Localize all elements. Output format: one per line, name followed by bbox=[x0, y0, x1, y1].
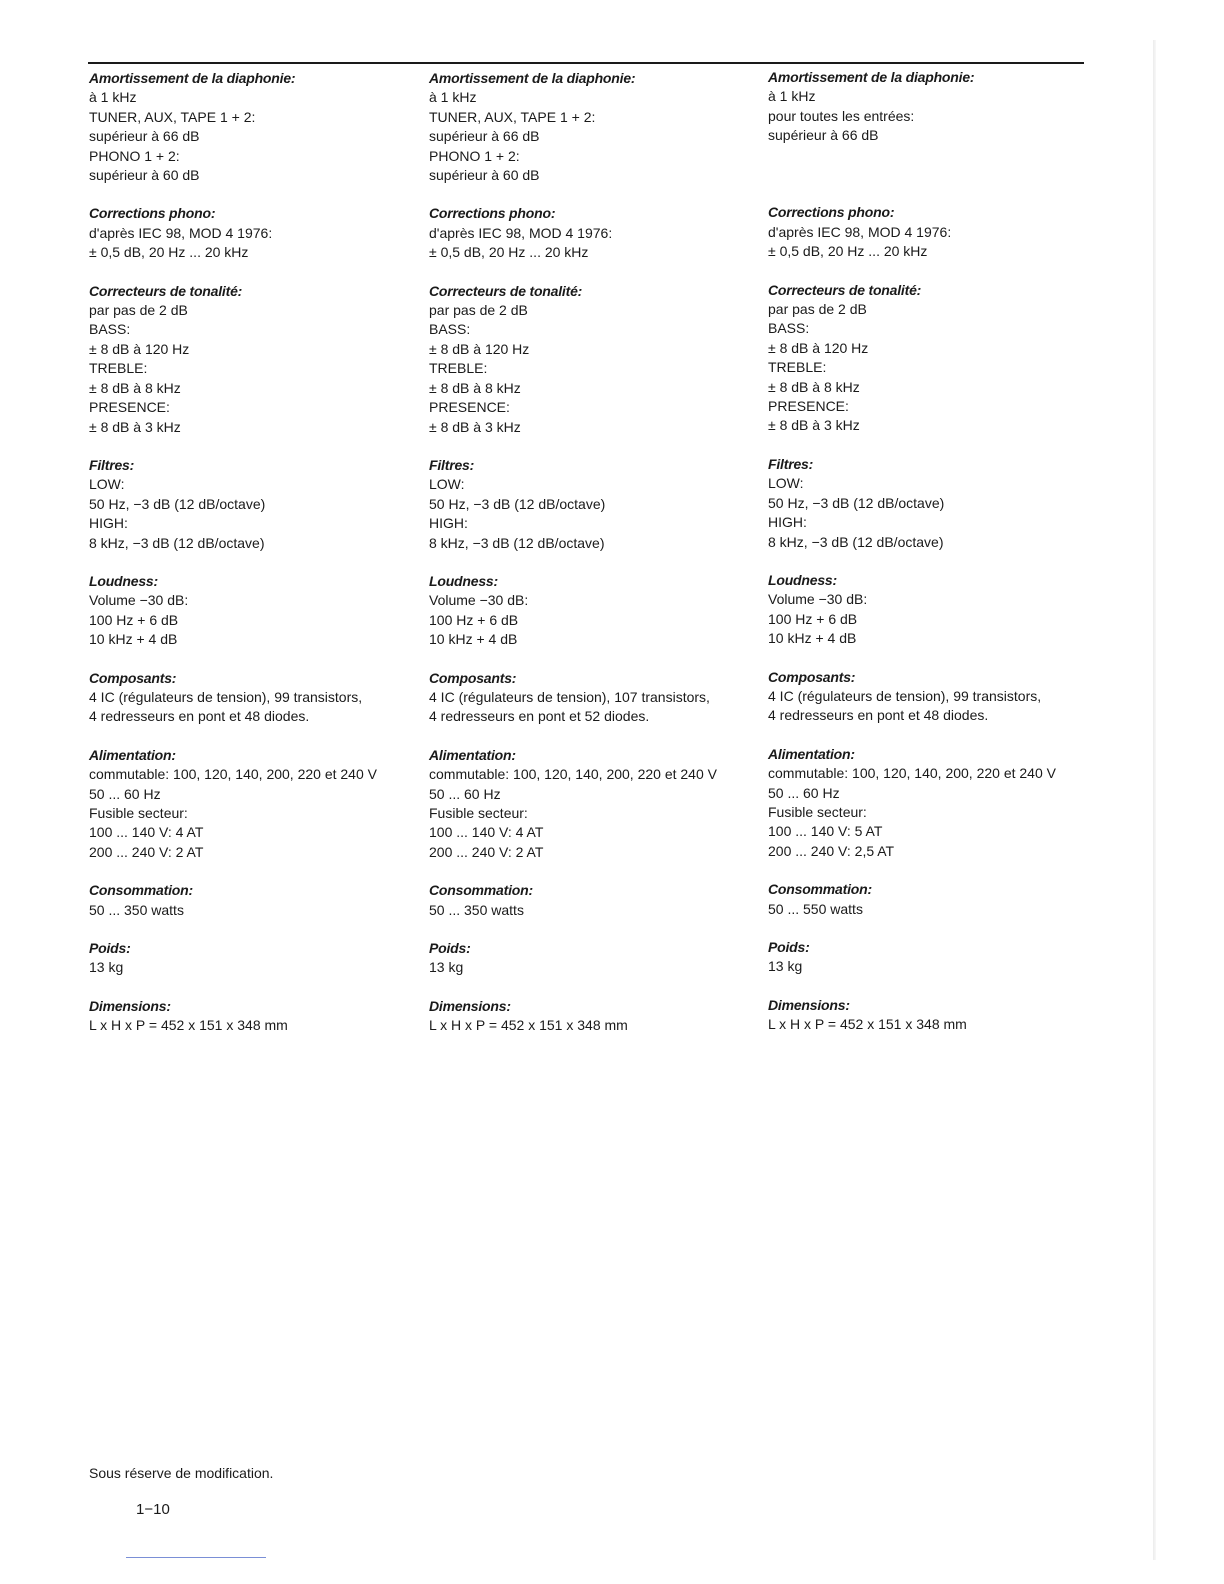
spec-heading: Loudness: bbox=[768, 571, 837, 588]
spec-line: TUNER, AUX, TAPE 1 + 2: bbox=[429, 108, 596, 125]
spec-line: 4 IC (régulateurs de tension), 107 transistors, bbox=[429, 688, 710, 705]
spec-line: ± 0,5 dB, 20 Hz ... 20 kHz bbox=[429, 244, 589, 261]
spec-line: HIGH: bbox=[768, 514, 807, 531]
spec-heading: Correcteurs de tonalité: bbox=[429, 282, 583, 299]
spec-line: 50 ... 350 watts bbox=[429, 901, 524, 918]
spec-line: 50 Hz, −3 dB (12 dB/octave) bbox=[89, 495, 266, 512]
spec-section bbox=[768, 281, 1088, 436]
spec-heading: Corrections phono: bbox=[429, 205, 556, 222]
spec-section bbox=[768, 571, 1088, 649]
spec-section bbox=[429, 746, 749, 862]
spec-line: ± 8 dB à 120 Hz bbox=[89, 340, 190, 357]
spec-line: HIGH: bbox=[89, 515, 128, 532]
spec-line: 200 ... 240 V: 2 AT bbox=[429, 843, 544, 860]
spec-heading: Alimentation: bbox=[89, 746, 176, 763]
spec-heading: Dimensions: bbox=[768, 996, 850, 1013]
spec-heading: Composants: bbox=[768, 668, 856, 685]
spec-line: par pas de 2 dB bbox=[89, 302, 188, 319]
spec-line: TUNER, AUX, TAPE 1 + 2: bbox=[89, 108, 256, 125]
top-rule bbox=[88, 62, 1084, 64]
spec-heading: Correcteurs de tonalité: bbox=[768, 281, 922, 298]
spec-line: HIGH: bbox=[429, 515, 468, 532]
spec-line: Volume −30 dB: bbox=[89, 592, 189, 609]
spec-heading: Amortissement de la diaphonie: bbox=[89, 70, 296, 86]
spec-line: Volume −30 dB: bbox=[429, 592, 529, 609]
spec-line: PRESENCE: bbox=[768, 398, 849, 415]
spec-line: 50 Hz, −3 dB (12 dB/octave) bbox=[429, 495, 606, 512]
spec-line: 50 ... 60 Hz bbox=[429, 785, 501, 802]
spec-line: ± 0,5 dB, 20 Hz ... 20 kHz bbox=[768, 243, 928, 260]
spec-line: Fusible secteur: bbox=[89, 805, 188, 821]
spec-line: 10 kHz + 4 dB bbox=[768, 630, 857, 647]
bottom-divider bbox=[126, 1557, 266, 1558]
spec-line: ± 8 dB à 3 kHz bbox=[768, 417, 860, 434]
spec-heading: Amortissement de la diaphonie: bbox=[429, 70, 636, 86]
spec-line: par pas de 2 dB bbox=[429, 302, 528, 319]
spec-heading: Corrections phono: bbox=[768, 204, 895, 221]
spec-line: 100 ... 140 V: 4 AT bbox=[429, 824, 544, 841]
spec-section bbox=[89, 572, 409, 650]
spec-line: LOW: bbox=[89, 476, 125, 493]
spec-line: ± 0,5 dB, 20 Hz ... 20 kHz bbox=[89, 244, 249, 261]
spec-line: BASS: bbox=[768, 320, 810, 337]
spec-line: ± 8 dB à 120 Hz bbox=[429, 340, 530, 357]
spec-line: 100 Hz + 6 dB bbox=[429, 611, 519, 628]
spec-section bbox=[768, 880, 1088, 919]
spec-line: BASS: bbox=[429, 321, 471, 338]
blank-line bbox=[768, 146, 1088, 165]
spec-column-1 bbox=[89, 69, 409, 1055]
spec-line: à 1 kHz bbox=[429, 89, 477, 106]
spec-line: 100 Hz + 6 dB bbox=[768, 610, 858, 627]
spec-line: 4 IC (régulateurs de tension), 99 transistors, bbox=[89, 688, 363, 705]
spec-line: 8 kHz, −3 dB (12 dB/octave) bbox=[768, 533, 944, 550]
spec-heading: Consommation: bbox=[768, 881, 872, 898]
spec-line: PRESENCE: bbox=[89, 399, 170, 416]
spec-line: supérieur à 60 dB bbox=[89, 167, 200, 184]
spec-section bbox=[768, 668, 1088, 726]
spec-section bbox=[429, 997, 749, 1036]
spec-heading: Dimensions: bbox=[429, 997, 511, 1014]
spec-heading: Poids: bbox=[89, 940, 131, 957]
spec-line: 13 kg bbox=[429, 959, 464, 976]
spec-heading: Corrections phono: bbox=[89, 205, 216, 222]
spec-line: 50 ... 550 watts bbox=[768, 900, 863, 917]
spec-heading: Amortissement de la diaphonie: bbox=[768, 69, 975, 85]
spec-line: 100 Hz + 6 dB bbox=[89, 611, 179, 628]
spec-section bbox=[768, 455, 1088, 552]
spec-section bbox=[89, 669, 409, 727]
spec-line: supérieur à 66 dB bbox=[429, 128, 540, 145]
spec-line: 4 redresseurs en pont et 52 diodes. bbox=[429, 708, 650, 725]
spec-section bbox=[429, 69, 749, 185]
spec-line: à 1 kHz bbox=[89, 89, 137, 106]
spec-heading: Composants: bbox=[429, 669, 517, 686]
spec-heading: Alimentation: bbox=[429, 746, 516, 763]
footer-note: Sous réserve de modification. bbox=[89, 1465, 274, 1481]
spec-column-3 bbox=[768, 68, 1088, 1054]
spec-line: L x H x P = 452 x 151 x 348 mm bbox=[429, 1017, 628, 1034]
spec-line: 13 kg bbox=[768, 958, 803, 975]
spec-section bbox=[768, 745, 1088, 861]
spec-line: 50 ... 350 watts bbox=[89, 901, 184, 918]
spec-heading: Poids: bbox=[429, 940, 471, 957]
spec-line: 4 IC (régulateurs de tension), 99 transistors, bbox=[768, 687, 1042, 704]
spec-line: 50 ... 60 Hz bbox=[89, 785, 161, 802]
spec-section bbox=[429, 572, 749, 650]
spec-line: supérieur à 66 dB bbox=[768, 127, 879, 144]
spec-line: LOW: bbox=[768, 475, 804, 492]
spec-line: commutable: 100, 120, 140, 200, 220 et 240 V bbox=[768, 765, 1056, 782]
spec-line: ± 8 dB à 3 kHz bbox=[89, 418, 181, 435]
spec-line: Fusible secteur: bbox=[429, 805, 528, 821]
spec-line: 50 Hz, −3 dB (12 dB/octave) bbox=[768, 494, 945, 511]
spec-section bbox=[89, 282, 409, 437]
spec-section bbox=[768, 938, 1088, 977]
spec-line: 8 kHz, −3 dB (12 dB/octave) bbox=[429, 534, 605, 551]
spec-heading: Loudness: bbox=[89, 572, 158, 589]
page-number: 1−10 bbox=[136, 1501, 170, 1518]
page-edge-shadow bbox=[1153, 40, 1156, 1560]
spec-heading: Consommation: bbox=[429, 882, 533, 899]
spec-line: par pas de 2 dB bbox=[768, 301, 867, 318]
spec-section bbox=[89, 881, 409, 920]
spec-line: L x H x P = 452 x 151 x 348 mm bbox=[89, 1017, 288, 1034]
spec-column-2 bbox=[429, 69, 749, 1055]
spec-line: d'après IEC 98, MOD 4 1976: bbox=[89, 224, 273, 241]
spec-line: 10 kHz + 4 dB bbox=[429, 631, 518, 648]
spec-line: supérieur à 66 dB bbox=[89, 128, 200, 145]
spec-line: ± 8 dB à 8 kHz bbox=[89, 379, 181, 396]
spec-line: 200 ... 240 V: 2,5 AT bbox=[768, 842, 895, 859]
spec-line: 200 ... 240 V: 2 AT bbox=[89, 843, 204, 860]
spec-line: d'après IEC 98, MOD 4 1976: bbox=[768, 223, 952, 240]
spec-section bbox=[768, 203, 1088, 261]
spec-section bbox=[89, 69, 409, 185]
spec-line: ± 8 dB à 120 Hz bbox=[768, 339, 869, 356]
spec-heading: Consommation: bbox=[89, 882, 193, 899]
spec-line: 50 ... 60 Hz bbox=[768, 784, 840, 801]
spec-line: PRESENCE: bbox=[429, 399, 510, 416]
spec-section bbox=[429, 282, 749, 437]
spec-line: BASS: bbox=[89, 321, 131, 338]
spec-section bbox=[89, 997, 409, 1036]
spec-line: 100 ... 140 V: 4 AT bbox=[89, 824, 204, 841]
spec-section bbox=[89, 939, 409, 978]
spec-section bbox=[429, 669, 749, 727]
spec-line: d'après IEC 98, MOD 4 1976: bbox=[429, 224, 613, 241]
spec-line: 10 kHz + 4 dB bbox=[89, 631, 178, 648]
spec-line: commutable: 100, 120, 140, 200, 220 et 240 V bbox=[89, 766, 377, 783]
spec-heading: Alimentation: bbox=[768, 745, 855, 762]
spec-heading: Dimensions: bbox=[89, 997, 171, 1014]
spec-section bbox=[768, 996, 1088, 1035]
spec-line: 8 kHz, −3 dB (12 dB/octave) bbox=[89, 534, 265, 551]
spec-heading: Filtres: bbox=[89, 456, 135, 473]
spec-line: Volume −30 dB: bbox=[768, 591, 868, 608]
spec-line: supérieur à 60 dB bbox=[429, 167, 540, 184]
blank-line bbox=[768, 165, 1088, 184]
spec-section bbox=[429, 881, 749, 920]
spec-line: TREBLE: bbox=[89, 360, 148, 377]
spec-heading: Composants: bbox=[89, 669, 177, 686]
spec-line: ± 8 dB à 8 kHz bbox=[768, 378, 860, 395]
spec-section bbox=[89, 456, 409, 553]
spec-line: commutable: 100, 120, 140, 200, 220 et 240 V bbox=[429, 766, 717, 783]
spec-heading: Filtres: bbox=[768, 455, 814, 472]
spec-heading: Filtres: bbox=[429, 456, 475, 473]
spec-section bbox=[89, 204, 409, 262]
spec-heading: Correcteurs de tonalité: bbox=[89, 282, 243, 299]
spec-line: L x H x P = 452 x 151 x 348 mm bbox=[768, 1016, 967, 1033]
spec-heading: Loudness: bbox=[429, 572, 498, 589]
spec-line: ± 8 dB à 8 kHz bbox=[429, 379, 521, 396]
spec-line: à 1 kHz bbox=[768, 88, 816, 105]
spec-section bbox=[429, 204, 749, 262]
spec-line: ± 8 dB à 3 kHz bbox=[429, 418, 521, 435]
spec-line: LOW: bbox=[429, 476, 465, 493]
spec-line: PHONO 1 + 2: bbox=[89, 147, 180, 164]
spec-section bbox=[89, 746, 409, 862]
spec-line: 4 redresseurs en pont et 48 diodes. bbox=[768, 707, 989, 724]
spec-line: TREBLE: bbox=[429, 360, 488, 377]
spec-line: PHONO 1 + 2: bbox=[429, 147, 520, 164]
spec-line: TREBLE: bbox=[768, 359, 827, 376]
spec-section bbox=[768, 68, 1088, 184]
spec-line: pour toutes les entrées: bbox=[768, 107, 915, 124]
spec-line: Fusible secteur: bbox=[768, 803, 867, 820]
spec-line: 13 kg bbox=[89, 959, 124, 976]
spec-section bbox=[429, 456, 749, 553]
spec-heading: Poids: bbox=[768, 939, 810, 955]
spec-section bbox=[429, 939, 749, 978]
spec-line: 4 redresseurs en pont et 48 diodes. bbox=[89, 708, 310, 725]
spec-line: 100 ... 140 V: 5 AT bbox=[768, 823, 883, 840]
